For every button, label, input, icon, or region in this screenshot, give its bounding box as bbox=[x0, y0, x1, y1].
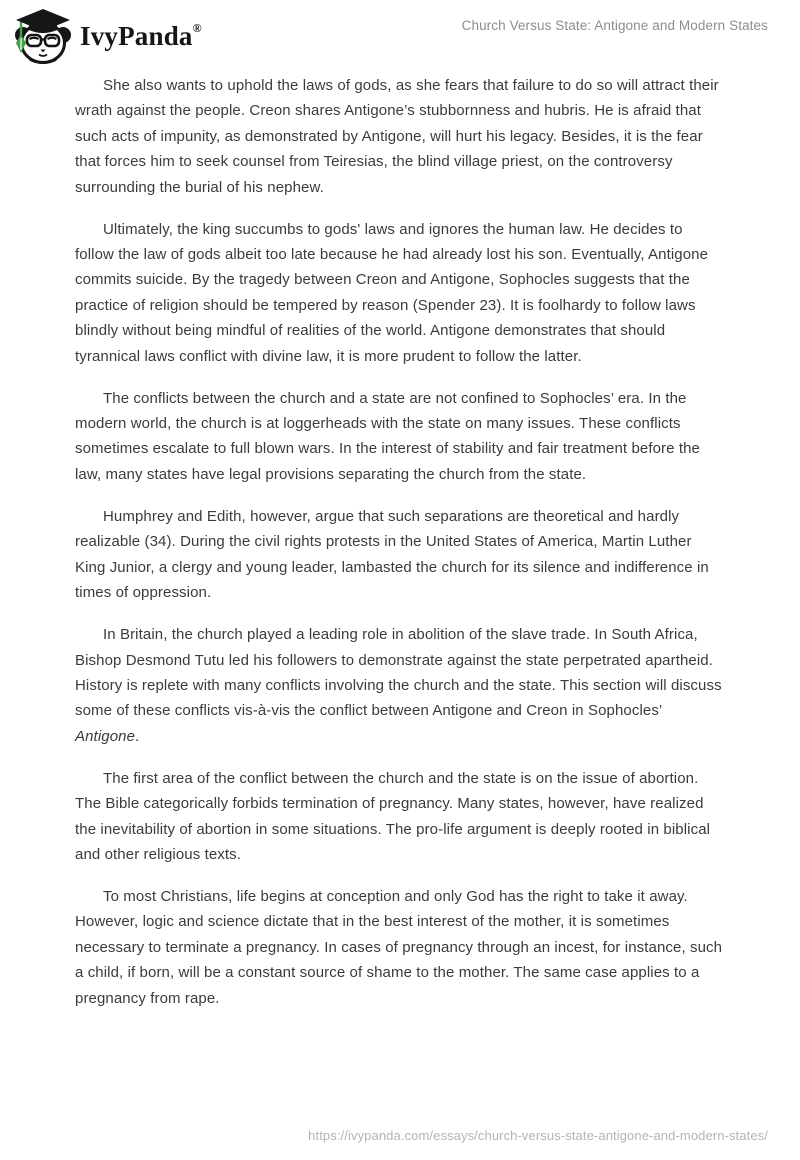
paragraph bbox=[75, 73, 724, 200]
page-header bbox=[14, 8, 768, 64]
italic-text: Antigone bbox=[75, 727, 136, 745]
source-url: https://ivypanda.com/essays/church-versus-state-antigone-and-modern-states/ bbox=[308, 1128, 768, 1143]
paragraph bbox=[75, 504, 724, 606]
text-run: The conflicts between the church and a state are not confined to Sophocles’ era. In the modern world, the church is at loggerheads with the state on many issues. These conflicts sometimes escalate to full blown wars. In the interest of stability and fair treatment before the law, many states have legal provisions separating the church from the state. bbox=[75, 389, 700, 483]
ivypanda-logo-icon bbox=[14, 8, 72, 64]
essay-body bbox=[75, 73, 724, 1028]
paragraph bbox=[75, 766, 724, 868]
paragraph bbox=[75, 622, 724, 749]
paragraph bbox=[75, 217, 724, 369]
text-run: Ultimately, the king succumbs to gods' laws and ignores the human law. He decides to follow the law of gods albeit too late because he had already lost his son. Eventually, Antigone commits suicide. By the tragedy between Creon and Antigone, Sophocles suggests that the practice of religion should be tempered by reason (Spender 23). It is foolhardy to follow laws blindly without being mindful of realities of the world. Antigone demonstrates that should tyrannical laws conflict with divine law, it is more prudent to follow the latter. bbox=[75, 220, 709, 365]
text-run: Humphrey and Edith, however, argue that such separations are theoretical and hardly realizable (34). During the civil rights protests in the United States of America, Martin Luther King Junior, a clergy and young leader, lambasted the church for its silence and indifference in times of oppression. bbox=[75, 507, 709, 602]
brand-name bbox=[80, 22, 202, 50]
brand-name-text: IvyPanda bbox=[80, 21, 193, 51]
document-title: Church Versus State: Antigone and Modern States bbox=[461, 18, 768, 33]
text-run: She also wants to uphold the laws of gods, as she fears that failure to do so will attract their wrath against the people. Creon shares Antigone’s stubbornness and hubris. He is afraid that such acts of impunity, as demonstrated by Antigone, will hurt his legacy. Besides, it is the fear that forces him to seek counsel from Teiresias, the blind village priest, on the controversy surrounding the burial of his nephew. bbox=[75, 77, 719, 196]
text-run: . bbox=[135, 727, 140, 745]
brand bbox=[14, 8, 202, 64]
registered-mark: ® bbox=[192, 21, 202, 35]
paragraph bbox=[75, 386, 724, 488]
text-run: In Britain, the church played a leading role in abolition of the slave trade. In South Africa, Bishop Desmond Tutu led his followers to demonstrate against the state perpetrated apartheid. History is replete with many conflicts involving the church and the state. This section will discuss some of these conflicts vis-à-vis the conflict between Antigone and Creon in Sophocles’ bbox=[75, 626, 722, 720]
text-run: The first area of the conflict between the church and the state is on the issue of abortion. The Bible categorically forbids termination of pregnancy. Many states, however, have realized the inevitability of abortion in some situations. The pro-life argument is deeply rooted in biblical and other religious texts. bbox=[75, 769, 711, 863]
paragraph bbox=[75, 884, 724, 1011]
text-run: To most Christians, life begins at conception and only God has the right to take it away. However, logic and science dictate that in the best interest of the mother, it is sometimes necessary to terminate a pregnancy. In cases of pregnancy through an incest, for instance, such a child, if born, will be a constant source of shame to the mother. The same case applies to a pregnancy from rape. bbox=[75, 887, 723, 1007]
